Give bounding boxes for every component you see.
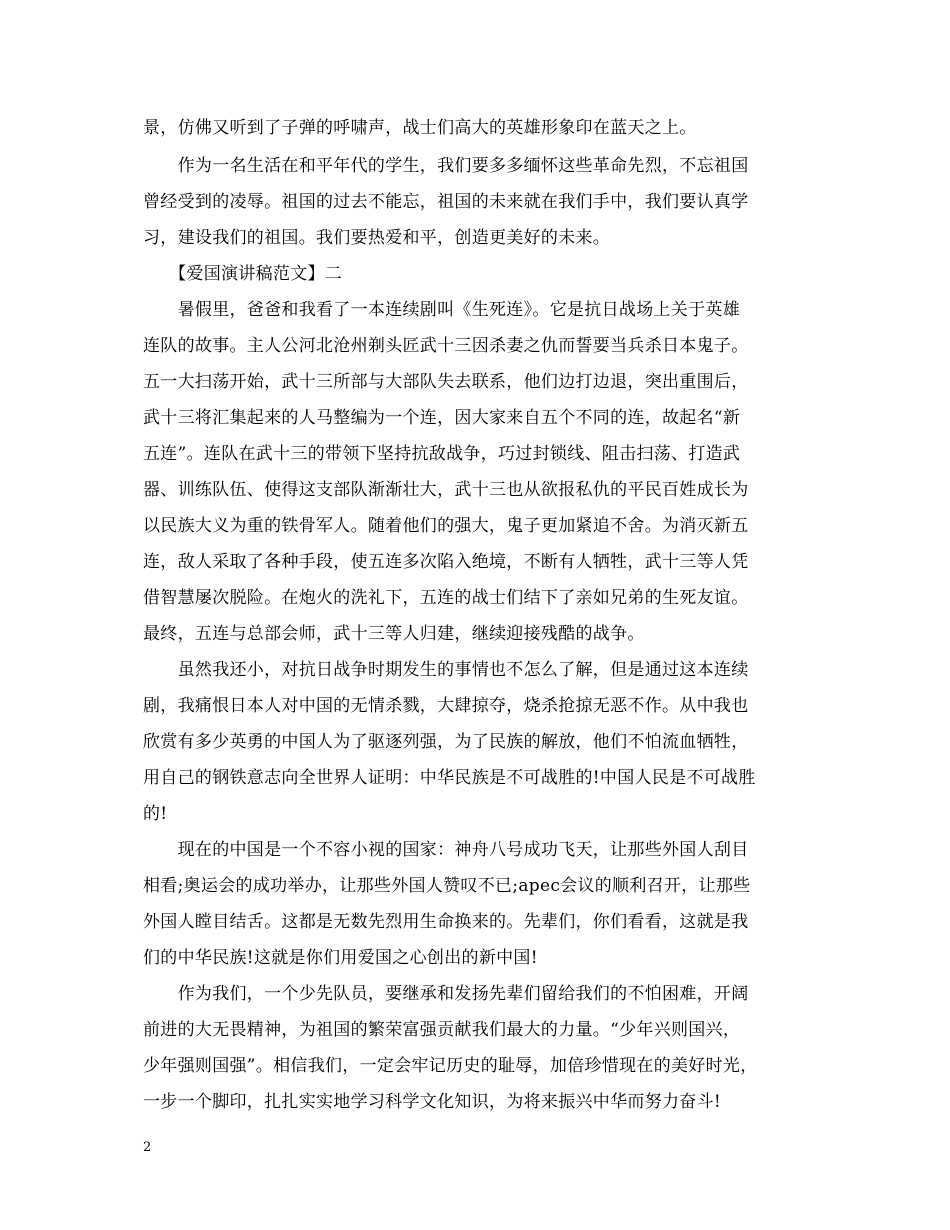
text-line: 暑假里，爸爸和我看了一本连续剧叫《生死连》。它是抗日战场上关于英雄 [143, 300, 740, 320]
text-line: 作为我们，一个少先队员，要继承和发扬先辈们留给我们的不怕困难，开阔 [143, 984, 749, 1004]
text-line: 连，敌人采取了各种手段，使五连多次陷入绝境，不断有人牺牲，武十三等人凭 [143, 552, 749, 572]
text-line: 习，建设我们的祖国。我们要热爱和平，创造更美好的未来。 [143, 228, 611, 248]
text-line: 一步一个脚印，扎扎实实地学习科学文化知识，为将来振兴中华而努力奋斗! [143, 1092, 722, 1112]
text-line: 相看;奥运会的成功举办，让那些外国人赞叹不已;apec会议的顺利召开，让那些 [143, 876, 751, 896]
text-line: 作为一名生活在和平年代的学生，我们要多多缅怀这些革命先烈，不忘祖国 [143, 156, 749, 176]
text-line: 的! [143, 804, 168, 824]
text-line: 曾经受到的凌辱。祖国的过去不能忘，祖国的未来就在我们手中，我们要认真学 [143, 192, 749, 212]
section-heading: 【爱国演讲稿范文】二 [143, 264, 343, 284]
text-line: 最终，五连与总部会师，武十三等人归建，继续迎接残酷的战争。 [143, 624, 645, 644]
text-line: 前进的大无畏精神，为祖国的繁荣富强贡献我们最大的力量。“少年兴则国兴， [143, 1020, 741, 1040]
text-line: 连队的故事。主人公河北沧州剃头匠武十三因杀妻之仇而誓要当兵杀日本鬼子。 [143, 336, 749, 356]
text-line: 们的中华民族!这就是你们用爱国之心创出的新中国! [143, 948, 538, 968]
text-line: 外国人瞠目结舌。这都是无数先烈用生命换来的。先辈们，你们看看，这就是我 [143, 912, 749, 932]
text-line: 虽然我还小，对抗日战争时期发生的事情也不怎么了解，但是通过这本连续 [143, 660, 749, 680]
text-line: 借智慧屡次脱险。在炮火的洗礼下，五连的战士们结下了亲如兄弟的生死友谊。 [143, 588, 749, 608]
text-line: 五连”。连队在武十三的带领下坚持抗敌战争，巧过封锁线、阻击扫荡、打造武 [143, 444, 741, 464]
text-line: 五一大扫荡开始，武十三所部与大部队失去联系，他们边打边退，突出重围后， [143, 372, 749, 392]
text-line: 以民族大义为重的铁骨军人。随着他们的强大，鬼子更加紧追不舍。为消灭新五 [143, 516, 749, 536]
text-line: 用自己的钢铁意志向全世界人证明：中华民族是不可战胜的!中国人民是不可战胜 [143, 768, 756, 788]
text-line: 剧，我痛恨日本人对中国的无情杀戮，大肆掠夺，烧杀抢掠无恶不作。从中我也 [143, 696, 749, 716]
text-line: 欣赏有多少英勇的中国人为了驱逐列强，为了民族的解放，他们不怕流血牺牲， [143, 732, 749, 752]
page-number: 2 [143, 1140, 152, 1155]
text-line: 现在的中国是一个不容小视的国家：神舟八号成功飞天，让那些外国人刮目 [143, 840, 749, 860]
text-line: 武十三将汇集起来的人马整编为一个连，因大家来自五个不同的连，故起名“新 [143, 408, 741, 428]
text-line: 景，仿佛又听到了子弹的呼啸声，战士们高大的英雄形象印在蓝天之上。 [143, 118, 697, 138]
text-line: 器、训练队伍、使得这支部队渐渐壮大，武十三也从欲报私仇的平民百姓成长为 [143, 480, 749, 500]
text-line: 少年强则国强”。相信我们，一定会牢记历史的耻辱，加倍珍惜现在的美好时光， [143, 1056, 758, 1076]
